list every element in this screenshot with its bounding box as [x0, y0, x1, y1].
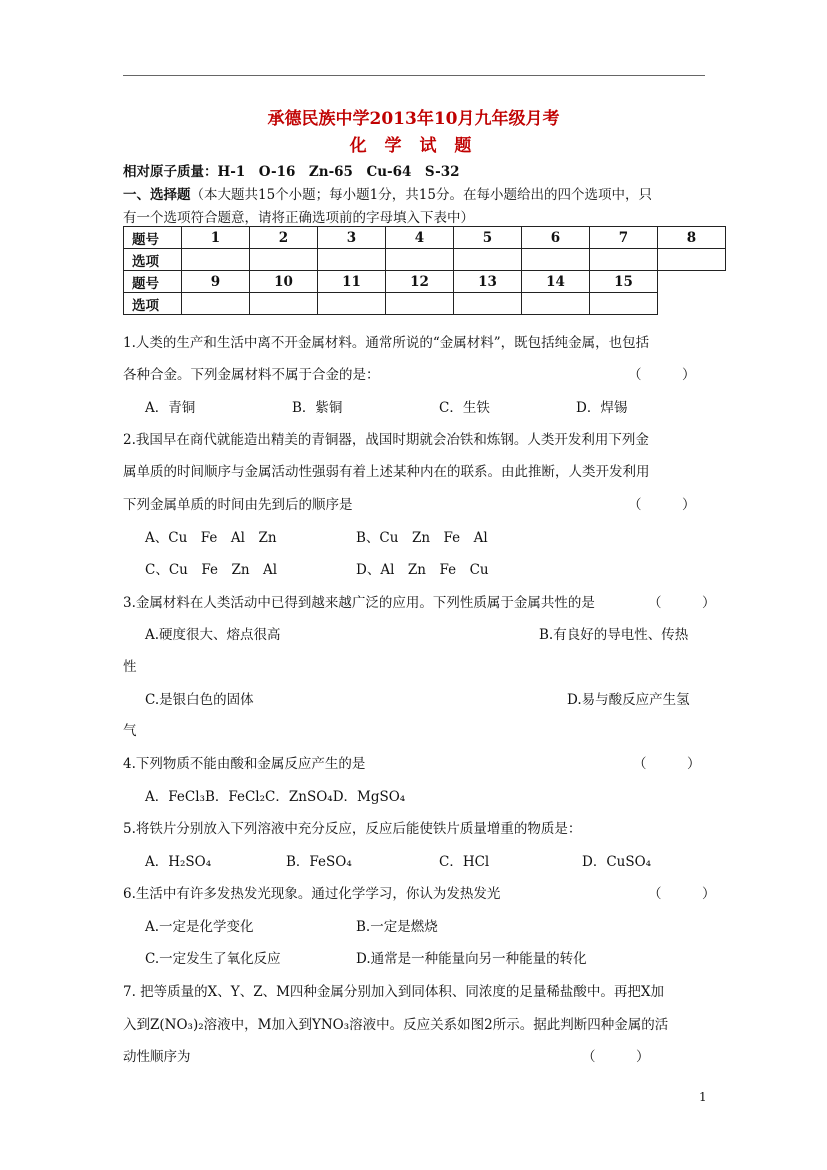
q4-option-a: A．FeCl₃	[145, 789, 205, 805]
table-row	[124, 293, 726, 315]
q3-option-b: B.有良好的导电性、传热	[539, 627, 689, 643]
q2-answer-paren: （ ）	[628, 497, 696, 513]
q5-option-c: C．HCl	[439, 854, 490, 870]
question-number: 10	[250, 271, 318, 293]
q4-option-d: D．MgSO₄	[332, 789, 406, 805]
row-label-answer: 选项	[124, 293, 182, 315]
q3-option-a: A.硬度很大、熔点很高	[145, 627, 281, 643]
q1-text-a: 1.人类的生产和生活中离不开金属材料。通常所说的“金属材料”，既包括纯金属，也包括	[123, 335, 650, 351]
answer-cell[interactable]	[522, 293, 590, 315]
q7-text-c: 动性顺序为	[123, 1049, 191, 1065]
answer-cell[interactable]	[386, 293, 454, 315]
q1-option-d: D．焊锡	[576, 400, 628, 416]
q5-option-b: B．FeSO₄	[286, 854, 352, 870]
question-number: 12	[386, 271, 454, 293]
question-number: 14	[522, 271, 590, 293]
q2-text-b: 属单质的时间顺序与金属活动性强弱有着上述某种内在的联系。由此推断，人类开发利用	[123, 464, 650, 480]
table-row	[124, 227, 726, 249]
table-row	[124, 249, 726, 271]
atomic-mass-line	[123, 160, 460, 180]
answer-cell[interactable]	[590, 293, 658, 315]
q7-text-a: 7. 把等质量的X、Y、Z、M四种金属分别加入到同体积、同浓度的足量稀盐酸中。再把X加	[123, 984, 665, 1000]
question-number: 7	[590, 227, 658, 249]
row-label-question: 题号	[124, 227, 182, 249]
table-row	[124, 271, 726, 293]
question-number: 5	[454, 227, 522, 249]
page-subtitle: 化 学 试 题	[349, 136, 478, 156]
answer-cell[interactable]	[454, 293, 522, 315]
q7-answer-paren: （ ）	[582, 1049, 650, 1065]
q3-option-c: C.是银白色的固体	[145, 692, 254, 708]
q7-text-b: 入到Z(NO₃)₂溶液中，M加入到YNO₃溶液中。反应关系如图2所示。据此判断四种金属的活	[123, 1017, 669, 1033]
question-number: 4	[386, 227, 454, 249]
q5-option-a: A．H₂SO₄	[145, 854, 212, 870]
q2-option-d: D、Al Zn Fe Cu	[356, 562, 489, 578]
question-number: 8	[658, 227, 726, 249]
question-number: 1	[182, 227, 250, 249]
q4-text: 4.下列物质不能由酸和金属反应产生的是	[123, 756, 366, 772]
answer-cell[interactable]	[182, 293, 250, 315]
row-label-question: 题号	[124, 271, 182, 293]
question-number: 2	[250, 227, 318, 249]
q6-text: 6.生活中有许多发热发光现象。通过化学学习，你认为发热发光	[123, 886, 501, 902]
q4-option-b: B．FeCl₂	[204, 789, 266, 805]
q2-text-c: 下列金属单质的时间由先到后的顺序是	[123, 497, 353, 513]
question-number: 9	[182, 271, 250, 293]
page-number: 1	[699, 1090, 707, 1104]
q6-option-b: B.一定是燃烧	[356, 919, 438, 935]
q1-text-b: 各种合金。下列金属材料不属于合金的是：	[123, 367, 380, 383]
q3-option-b-continued: 性	[123, 659, 137, 675]
q3-text: 3.金属材料在人类活动中已得到越来越广泛的应用。下列性质属于金属共性的是	[123, 595, 595, 611]
q2-option-c: C、Cu Fe Zn Al	[145, 562, 278, 578]
q3-answer-paren: （ ）	[648, 595, 716, 611]
answer-table	[123, 226, 726, 315]
atomic-mass-values: H-1 O-16 Zn-65 Cu-64 S-32	[217, 164, 460, 180]
q1-answer-paren: （ ）	[628, 367, 696, 383]
q3-option-d: D.易与酸反应产生氢	[567, 692, 690, 708]
question-number: 13	[454, 271, 522, 293]
q5-option-d: D．CuSO₄	[582, 854, 652, 870]
q2-option-a: A、Cu Fe Al Zn	[145, 530, 277, 546]
header-rule	[123, 75, 705, 76]
answer-cell[interactable]	[182, 249, 250, 271]
answer-cell[interactable]	[318, 249, 386, 271]
question-number: 15	[590, 271, 658, 293]
q6-answer-paren: （ ）	[648, 886, 716, 902]
q6-option-d: D.通常是一种能量向另一种能量的转化	[356, 951, 587, 967]
answer-cell[interactable]	[318, 293, 386, 315]
section1-instruction-a: （本大题共15个小题；每小题1分，共15分。在每小题给出的四个选项中，只	[190, 187, 652, 203]
answer-cell[interactable]	[250, 249, 318, 271]
q1-option-b: B．紫铜	[292, 400, 343, 416]
section1-instruction-b: 有一个选项符合题意，请将正确选项前的字母填入下表中）	[123, 210, 474, 226]
q1-option-c: C．生铁	[439, 400, 490, 416]
answer-cell[interactable]	[522, 249, 590, 271]
answer-cell[interactable]	[454, 249, 522, 271]
section1-instruction	[123, 183, 652, 203]
answer-cell[interactable]	[590, 249, 658, 271]
question-number: 3	[318, 227, 386, 249]
question-number: 6	[522, 227, 590, 249]
q4-answer-paren: （ ）	[633, 756, 701, 772]
q2-option-b: B、Cu Zn Fe Al	[356, 530, 488, 546]
answer-cell[interactable]	[250, 293, 318, 315]
atomic-mass-label: 相对原子质量：	[123, 164, 218, 180]
page-title: 承德民族中学2013年10月九年级月考	[267, 109, 560, 129]
section1-heading: 一、选择题	[123, 187, 191, 203]
q4-options	[145, 785, 405, 805]
answer-cell[interactable]	[658, 249, 726, 271]
q1-option-a: A．青铜	[145, 400, 196, 416]
q2-text-a: 2.我国早在商代就能造出精美的青铜器，战国时期就会冶铁和炼钢。人类开发利用下列金	[123, 432, 649, 448]
q5-text: 5.将铁片分别放入下列溶液中充分反应，反应后能使铁片质量增重的物质是：	[123, 821, 582, 837]
question-number: 11	[318, 271, 386, 293]
q3-option-d-continued: 气	[123, 723, 137, 739]
row-label-answer: 选项	[124, 249, 182, 271]
answer-cell[interactable]	[386, 249, 454, 271]
q6-option-a: A.一定是化学变化	[145, 919, 254, 935]
q6-option-c: C.一定发生了氧化反应	[145, 951, 281, 967]
q4-option-c: C．ZnSO₄	[265, 789, 333, 805]
